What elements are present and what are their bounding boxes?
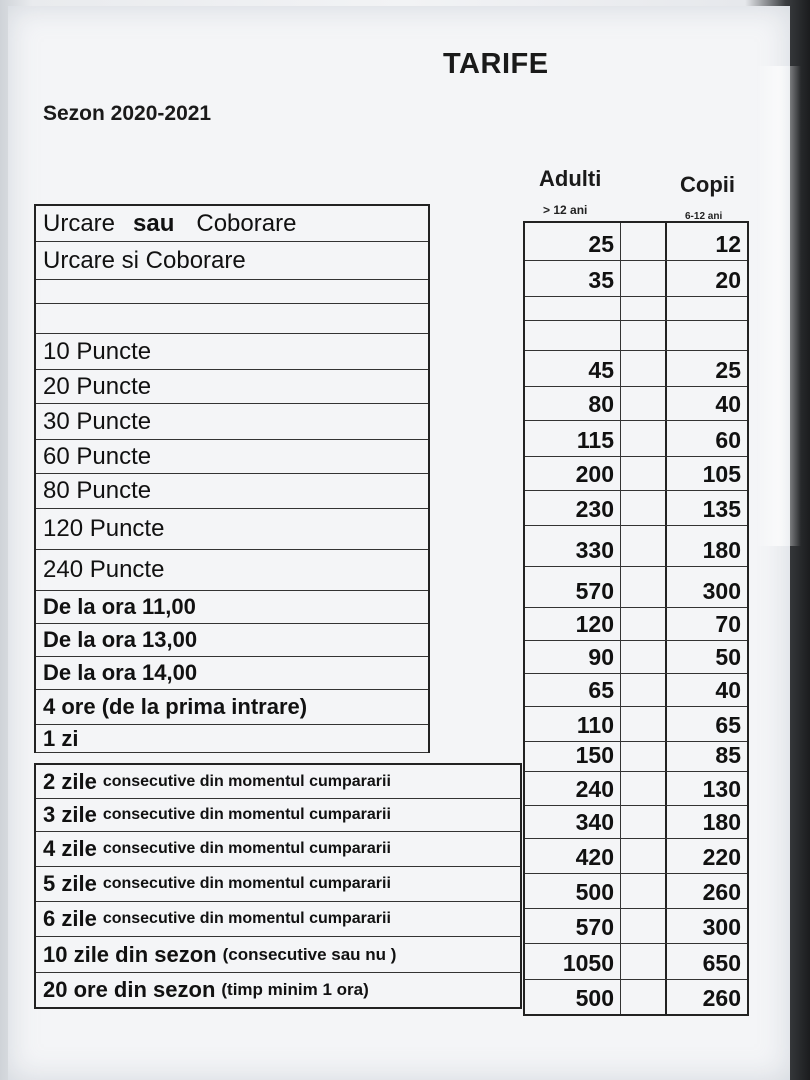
tariff-label: 30 Puncte: [36, 404, 428, 440]
price-adult: 500: [525, 874, 621, 908]
label-column-wide: [34, 763, 522, 1009]
tariff-label: De la ora 13,00: [36, 624, 428, 657]
price-row: [525, 980, 747, 1014]
price-gap: [621, 944, 667, 979]
price-gap: [621, 223, 667, 260]
price-gap: [621, 608, 667, 640]
price-adult: 115: [525, 421, 621, 456]
header-children-age: 6-12 ani: [685, 211, 723, 222]
label-part: Urcare: [43, 209, 116, 237]
price-adult: 340: [525, 806, 621, 838]
tariff-label: [36, 304, 428, 334]
price-gap: [621, 321, 667, 350]
label-note: consecutive din momentul cumpararii: [102, 772, 391, 790]
price-gap: [621, 707, 667, 741]
price-adult: [525, 297, 621, 320]
price-row: [525, 421, 747, 457]
season-label: Sezon 2020-2021: [43, 102, 212, 125]
price-child: [667, 297, 747, 320]
label-note: (timp minim 1 ora): [221, 980, 369, 999]
tariff-label: De la ora 11,00: [36, 591, 428, 624]
price-adult: 240: [525, 772, 621, 805]
price-adult: 90: [525, 641, 621, 673]
price-adult: 120: [525, 608, 621, 640]
price-child: 50: [715, 644, 741, 670]
price-gap: [621, 772, 667, 805]
price-gap: [621, 839, 667, 873]
label-main: 4 zile: [43, 836, 97, 861]
price-gap: [621, 980, 667, 1014]
tariff-label: Urcare si Coborare: [36, 242, 428, 280]
price-gap: [621, 297, 667, 320]
price-child: 40: [715, 677, 741, 703]
label-main: 10 zile din sezon: [43, 941, 217, 967]
price-gap: [621, 909, 667, 943]
price-adult: 420: [525, 839, 621, 873]
header-adults-age: > 12 ani: [543, 203, 588, 217]
tariff-label: [36, 973, 520, 1007]
price-adult: 35: [525, 261, 621, 296]
price-child: 300: [702, 578, 741, 604]
tariff-label: [36, 937, 520, 973]
label-note: consecutive din momentul cumpararii: [102, 806, 391, 823]
price-child: 85: [715, 742, 741, 768]
label-note: consecutive din momentul cumpararii: [102, 875, 391, 892]
label-note: consecutive din momentul cumpararii: [102, 840, 391, 857]
price-row: [525, 641, 747, 674]
label-main: 5 zile: [43, 871, 97, 896]
price-gap: [621, 674, 667, 706]
price-row: [525, 707, 747, 742]
price-gap: [621, 421, 667, 456]
price-sheet: [8, 6, 790, 1080]
header-adults: Adulti: [539, 166, 602, 191]
price-columns: [523, 221, 749, 1016]
price-adult: 330: [525, 526, 621, 566]
price-gap: [621, 742, 667, 771]
price-row: [525, 874, 747, 909]
label-note: (consecutive sau nu ): [222, 944, 397, 964]
price-row: [525, 944, 747, 980]
tariff-label: 60 Puncte: [36, 440, 428, 474]
price-adult: 45: [525, 351, 621, 386]
price-adult: 150: [525, 742, 621, 771]
price-gap: [621, 351, 667, 386]
glare: [756, 66, 801, 546]
tariff-label: 20 Puncte: [36, 370, 428, 404]
label-main: 6 zile: [43, 906, 97, 931]
price-row: [525, 457, 747, 491]
price-child: 12: [715, 231, 741, 257]
tariff-label: [36, 799, 520, 832]
price-child: 70: [715, 611, 741, 637]
price-child: 20: [715, 267, 741, 293]
tariff-label: 4 ore (de la prima intrare): [36, 690, 428, 725]
price-row: [525, 351, 747, 387]
page-title: TARIFE: [443, 48, 549, 80]
price-adult: [525, 321, 621, 350]
price-row: [525, 567, 747, 608]
header-children: Copii: [680, 172, 735, 197]
price-gap: [621, 457, 667, 490]
label-main: 2 zile: [43, 768, 97, 794]
price-adult: 65: [525, 674, 621, 706]
tariff-label: 80 Puncte: [36, 474, 428, 509]
price-gap: [621, 491, 667, 525]
price-row: [525, 223, 747, 261]
price-row: [525, 526, 747, 567]
tariff-label: De la ora 14,00: [36, 657, 428, 690]
price-child: 25: [715, 357, 741, 383]
price-row: [525, 839, 747, 874]
price-gap: [621, 526, 667, 566]
price-row: [525, 806, 747, 839]
price-gap: [621, 806, 667, 838]
label-main: 3 zile: [43, 802, 97, 827]
price-child: 40: [715, 391, 741, 417]
tariff-label: [36, 206, 428, 242]
tariff-label: [36, 902, 520, 937]
tariff-label: [36, 867, 520, 902]
price-row: [525, 674, 747, 707]
tariff-label: 240 Puncte: [36, 550, 428, 591]
price-adult: 230: [525, 491, 621, 525]
price-child: [667, 321, 747, 350]
price-row: [525, 261, 747, 297]
price-row: [525, 608, 747, 641]
price-row: [525, 772, 747, 806]
price-gap: [621, 874, 667, 908]
price-gap: [621, 641, 667, 673]
tariff-label: 10 Puncte: [36, 334, 428, 370]
tariff-label: [36, 765, 520, 799]
price-child: 65: [715, 712, 741, 738]
price-adult: 570: [525, 567, 621, 607]
price-row: [525, 321, 747, 351]
tariff-label: [36, 280, 428, 304]
price-adult: 570: [525, 909, 621, 943]
price-gap: [621, 387, 667, 420]
price-child: 60: [715, 427, 741, 453]
price-child: 220: [702, 844, 741, 870]
price-adult: 80: [525, 387, 621, 420]
tariff-label: [36, 832, 520, 867]
label-part: Coborare: [196, 209, 297, 237]
price-gap: [621, 261, 667, 296]
price-child: 105: [702, 461, 741, 487]
price-child: 260: [702, 985, 741, 1011]
label-note: consecutive din momentul cumpararii: [102, 910, 391, 927]
price-adult: 1050: [525, 944, 621, 979]
price-child: 650: [702, 950, 741, 976]
price-gap: [621, 567, 667, 607]
price-row: [525, 297, 747, 321]
price-adult: 500: [525, 980, 621, 1014]
price-child: 130: [702, 776, 741, 802]
price-child: 135: [702, 496, 741, 522]
price-child: 180: [702, 537, 741, 563]
price-row: [525, 491, 747, 526]
tariff-label: 1 zi: [36, 725, 428, 753]
label-column: [34, 204, 430, 753]
label-part: sau: [133, 209, 175, 237]
price-row: [525, 387, 747, 421]
price-row: [525, 742, 747, 772]
label-main: 20 ore din sezon: [43, 977, 216, 1002]
price-child: 180: [702, 809, 741, 835]
price-child: 300: [702, 914, 741, 940]
price-adult: 25: [525, 223, 621, 260]
tariff-label: 120 Puncte: [36, 509, 428, 550]
price-adult: 200: [525, 457, 621, 490]
price-row: [525, 909, 747, 944]
price-adult: 110: [525, 707, 621, 741]
price-child: 260: [702, 879, 741, 905]
